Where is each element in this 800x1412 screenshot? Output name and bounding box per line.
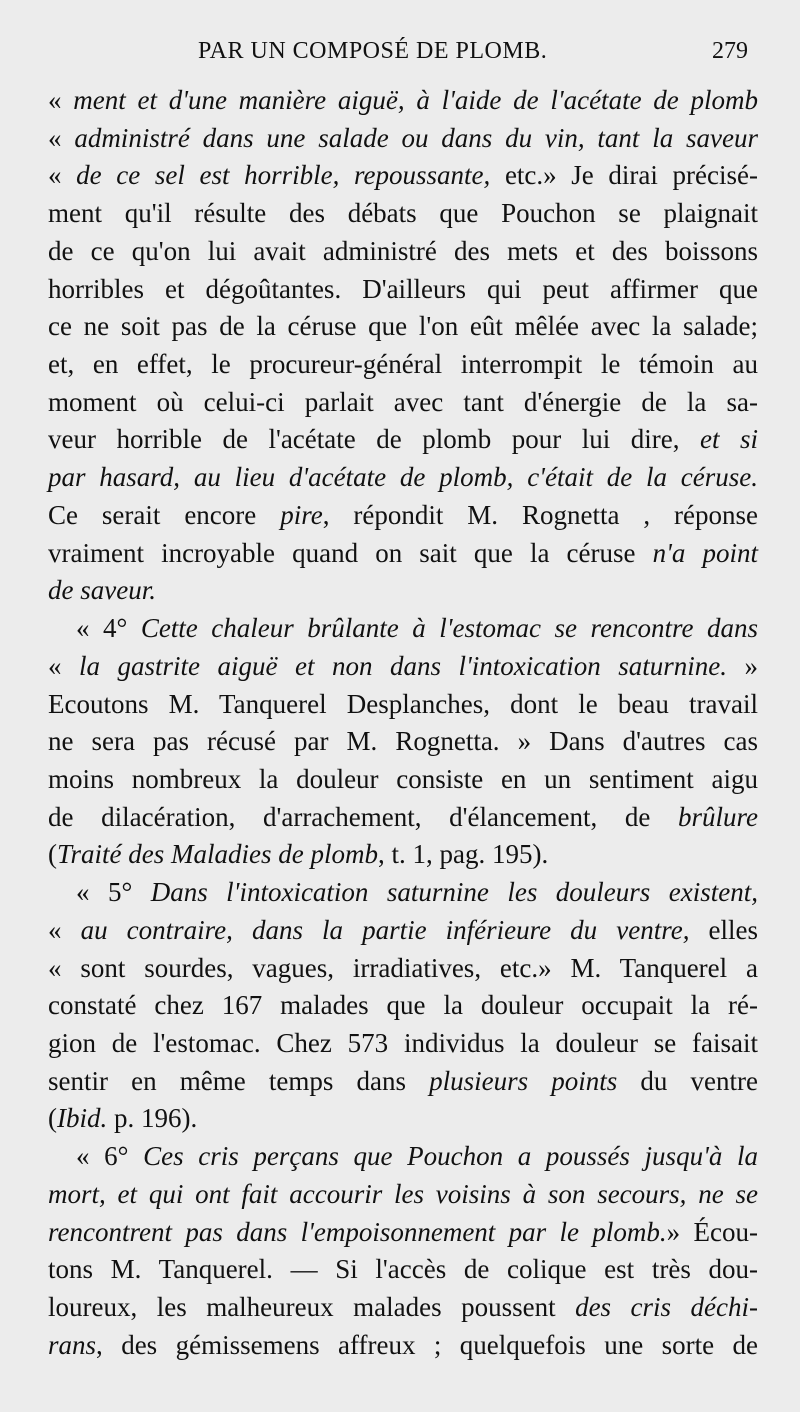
text-segment: « sont sourdes, vagues, irradiatives, etc.» M. Tanquerel a [48, 952, 758, 983]
text-segment: loureux, les malheureux malades poussent [48, 1292, 576, 1322]
text-segment: ( [48, 839, 57, 870]
italic-segment: rans [48, 1329, 97, 1360]
text-segment: ment qu'il résulte des débats que Pouchon se plaignait [48, 198, 758, 229]
text-line [48, 497, 758, 535]
text-line [48, 82, 758, 120]
italic-segment: de saveur. [48, 575, 156, 606]
text-line [48, 1176, 758, 1214]
italic-segment: Ibid. [57, 1103, 108, 1134]
italic-segment: par hasard, au lieu d'acétate de plomb, c'était de la céruse. [48, 462, 758, 493]
italic-segment: Ces cris perçans que Pouchon a poussés jusqu'à la [143, 1141, 758, 1172]
text-segment: « 4° [76, 613, 141, 644]
text-line [48, 346, 758, 384]
text-segment: gion de l'estomac. Chez 573 individus la douleur se faisait [48, 1027, 758, 1058]
italic-segment: au contraire, dans la partie inférieure du ventre, [80, 914, 690, 945]
text-line [48, 233, 758, 271]
text-segment: tons M. Tanquerel. — Si l'accès de colique est très dou- [48, 1254, 758, 1285]
italic-segment: Dans l'intoxication saturnine les douleurs existent, [150, 877, 758, 908]
italic-segment: Traité des Maladies de plomb [57, 839, 378, 870]
text-segment: » [727, 650, 758, 681]
italic-segment: des cris déchi- [575, 1292, 758, 1322]
text-segment: « [48, 160, 77, 191]
text-line [48, 874, 758, 912]
italic-segment: mort, et qui ont fait accourir les voisins à son secours, ne se [48, 1178, 758, 1209]
text-segment: de dilacération, d'arrachement, d'élancement, de [48, 801, 678, 832]
text-segment: moment où celui-ci parlait avec tant d'énergie de la sa- [48, 386, 758, 417]
text-segment: , des gémissemens affreux ; quelquefois une sorte de [96, 1329, 758, 1360]
italic-segment: ment et d'une manière aiguë, à l'aide de l'acétate de plomb [73, 85, 759, 115]
text-line [48, 723, 758, 761]
text-segment: ( [48, 1103, 57, 1134]
text-segment: « [48, 650, 79, 681]
text-segment: « [48, 914, 81, 945]
text-segment: « 6° [76, 1141, 144, 1172]
italic-segment: plusieurs points [429, 1065, 618, 1096]
text-line [48, 987, 758, 1025]
text-segment: constaté chez 167 malades que la douleur occupait la ré- [48, 990, 758, 1021]
text-line [48, 1138, 758, 1176]
text-line [48, 1289, 758, 1327]
italic-segment: brûlure [678, 801, 758, 832]
text-line [48, 1025, 758, 1063]
text-line [48, 120, 758, 158]
text-line [48, 1251, 758, 1289]
text-segment: p. 196). [107, 1103, 198, 1134]
text-segment: » Écou- [666, 1216, 758, 1247]
text-segment: Ecoutons M. Tanquerel Desplanches, dont le beau travail [48, 688, 758, 719]
italic-segment: pire [280, 499, 323, 530]
text-segment: vraiment incroyable quand on sait que la céruse [48, 537, 653, 568]
text-line [48, 271, 758, 309]
text-segment: « [48, 122, 75, 153]
text-line [48, 799, 758, 837]
page-header [48, 34, 748, 70]
text-segment: du ventre [617, 1065, 758, 1096]
text-segment: veur horrible de l'acétate de plomb pour lui dire, [48, 424, 700, 455]
text-segment: « [48, 85, 74, 115]
text-segment: ne sera pas récusé par M. Rognetta. » Dans d'autres cas [48, 726, 758, 757]
text-line [48, 950, 758, 988]
running-title: PAR UN COMPOSÉ DE PLOMB. [198, 38, 548, 64]
text-segment: et, en effet, le procureur-général interrompit le témoin au [48, 349, 758, 380]
text-line [48, 836, 758, 874]
text-segment: « 5° [76, 877, 151, 908]
italic-segment: la gastrite aiguë et non dans l'intoxication saturnine. [79, 650, 727, 681]
text-segment: Ce serait encore [48, 499, 281, 530]
italic-segment: rencontrent pas dans l'empoisonnement par le plomb. [48, 1216, 667, 1247]
text-segment: moins nombreux la douleur consiste en un sentiment aigu [48, 763, 758, 794]
text-line [48, 459, 758, 497]
text-line [48, 1100, 758, 1138]
text-segment: horribles et dégoûtantes. D'ailleurs qui peut affirmer que [48, 273, 758, 304]
text-line [48, 648, 758, 686]
text-segment: etc.» Je dirai précisé- [490, 160, 758, 191]
text-line [48, 1063, 758, 1101]
text-line [48, 535, 758, 573]
text-segment: ce ne soit pas de la céruse que l'on eût mêlée avec la salade; [48, 311, 758, 342]
italic-segment: de ce sel est horrible, repoussante, [76, 160, 491, 191]
text-line [48, 195, 758, 233]
italic-segment: Cette chaleur brûlante à l'estomac se rencontre dans [140, 613, 758, 644]
italic-segment: n'a point [652, 537, 759, 568]
text-line [48, 308, 758, 346]
text-line [48, 610, 758, 648]
text-line [48, 686, 758, 724]
text-segment: elles [689, 914, 759, 945]
italic-segment: administré dans une salade ou dans du vin, tant la saveur [74, 122, 759, 153]
text-segment: , répondit M. Rognetta , réponse [322, 499, 758, 530]
text-segment: , t. 1, pag. 195). [377, 839, 549, 870]
text-line [48, 421, 758, 459]
text-line [48, 1327, 758, 1365]
text-line [48, 1214, 758, 1252]
page-number: 279 [712, 38, 748, 64]
text-line [48, 157, 758, 195]
text-line [48, 761, 758, 799]
text-line [48, 912, 758, 950]
italic-segment: et si [699, 424, 758, 455]
text-line [48, 572, 758, 610]
text-segment: de ce qu'on lui avait administré des mets et des boissons [48, 235, 758, 266]
page-body [48, 82, 758, 1364]
text-line [48, 384, 758, 422]
text-segment: sentir en même temps dans [48, 1065, 430, 1096]
